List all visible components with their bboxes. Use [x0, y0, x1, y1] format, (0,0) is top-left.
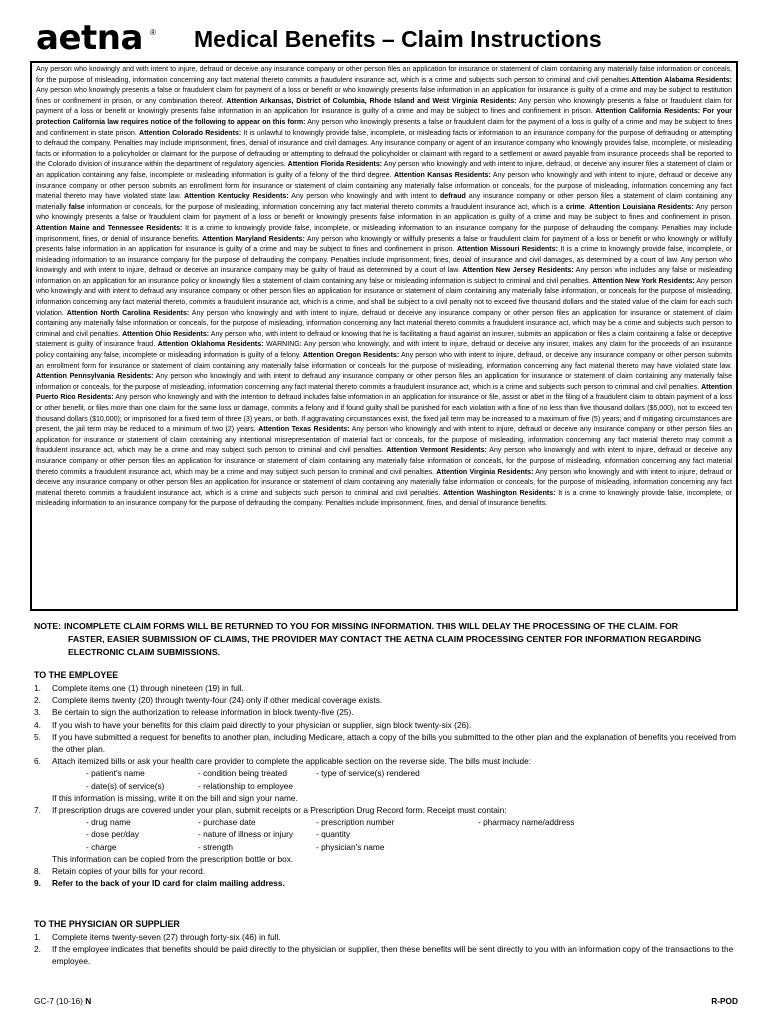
- warning-text: Any person who knowingly presents a false or fraudulent claim for payment of a loss or benefit or knowingly presents false information in an application for insurance is guilty of a crime and may be subject to fines and confinement in prison.: [36, 97, 732, 116]
- state-warning-label: Attention Washington Residents:: [443, 489, 556, 497]
- list-item: 9. Refer to the back of your ID card for claim mailing address.: [34, 878, 285, 889]
- warning-text: Any person who knowingly and with intent to injure, defraud or deceive any insurance company or other person files an application for insurance or statement of claim containing any materially false information or conceals, for the purpose of misleading, information concerning any fact material thereto commits a fraudulent insurance act, which is a crime and subjects such person to criminal and civil penalties.: [36, 66, 732, 84]
- warning-text: Any person who knowingly and with intent to injure, defraud, or deceive any insurer files a statement of claim or an application containing any false, incomplete or misleading information is guilty of a felony of the third degree.: [36, 161, 733, 179]
- state-warning-label: Attention Missouri Residents:: [457, 246, 558, 254]
- receipt-requirements: - drug name - purchase date - prescription number - pharmacy name/address - dose per/day - nature of illness or injury - quantity - charge - strength - physician's name: [86, 817, 575, 852]
- employee-heading: TO THE EMPLOYEE: [34, 670, 119, 680]
- warning-text: It is unlawful to knowingly provide false, incomplete, or misleading facts or information to an insurance company for the purpose of defrauding or attempting to defraud the company. Penalties may include imprisonment, fines, denial of insurance and civil damages. Any insurance company or agent of an insurance company who knowingly provides false, incomplete, or misleading facts or information to a policyholder or claimant for the purpose of defrauding or attempting to defraud the policyholder or claimant with regard to a settlement or award payable from insurance proceeds shall be reported to the Colorado division of insurance within the department of regulatory agencies.: [36, 129, 732, 169]
- page-title: Medical Benefits – Claim Instructions: [194, 26, 602, 52]
- state-warning-label: Attention Alabama Residents:: [631, 76, 732, 84]
- form-code: GC-7 (10-16) N: [34, 996, 92, 1006]
- list-item: 7. If prescription drugs are covered under your plan, submit receipts or a Prescription Drug Record form. Receipt must contain:: [34, 805, 507, 816]
- list-item: 4. If you wish to have your benefits for this claim paid directly to your physician or supplier, sign block twenty-six (26).: [34, 719, 472, 730]
- note-section: [34, 620, 740, 658]
- state-warning-label: Attention Pennsylvania Residents:: [36, 373, 154, 381]
- warning-text: Any person who knowingly and with intent to injure, defraud or deceive any insurance company or other person files an application for insurance or statement of claim containing any materially false information or conceals, for the purpose of misleading, information concerning any fact material thereto commits a fraudulent insurance act, which may be a crime and subjects such person to criminal and civil penalties.: [36, 309, 733, 338]
- state-warning-label: Attention Virginia Residents:: [436, 468, 534, 476]
- state-warning-label: Attention New Jersey Residents:: [462, 267, 574, 275]
- state-warning-label: Attention Kentucky Residents:: [184, 193, 289, 201]
- warning-text: .: [584, 203, 590, 211]
- warning-text: Any person who knowingly and with the intention to defraud includes false information in an application for insurance or file, assist or abet in the filing of a fraudulent claim to obtain payment of a loss or other benefit, or files more than one claim for the same loss or damage, commits a felony and if found guilty shall be punished for each violation with a fine of no less than five thousand dollars ($5,000), not to exceed ten thousand dollars ($10,000); or imprisoned for a fixed term of three (3) years, or both. If aggravating circumstances exist, the fixed jail term may be increased to a maximum of five (5) years; and if mitigating circumstances are present, the jail term may be reduced to a minimum of two (2) years.: [36, 394, 733, 434]
- warning-text: It is a crime to knowingly provide false, incomplete, or misleading information to an insurance company for the purpose of defrauding the company. Penalties include imprisonment, fines, denial of insurance and civil damages, as determined by a court of law. Any person who knowingly and with intent to injure, defraud or deceive an insurance company may be guilty of fraud as determined by a court of law.: [36, 246, 732, 275]
- warning-text: Any person who knowingly and with intent to injure, defraud or deceive any insurance company or other person files an application for insurance or statement of claim containing any materially false information or conceals, for the purpose of misleading, information concerning any fact material thereto commits a fraudulent insurance act, which is a crime and subjects such person to criminal and civil penalties.: [36, 468, 732, 497]
- state-warning-label: Attention Maine and Tennessee Residents:: [36, 224, 183, 232]
- state-warning-label: Attention Maryland Residents:: [202, 235, 305, 243]
- state-warning-label: Attention Texas Residents:: [258, 426, 350, 434]
- registered-mark: ®: [150, 28, 156, 37]
- page-header: [36, 18, 736, 58]
- note-line-2: FASTER, EASIER SUBMISSION OF CLAIMS, THE PROVIDER MAY CONTACT THE AETNA CLAIM PROCESSING CENTER FOR INFORMATION REGARDING ELECTRONIC CLAIM SUBMISSIONS.: [68, 633, 702, 657]
- warning-text: information or conceals, for the purpose of misleading, information concerning any fact material thereto commits a fraudulent insurance act, which is a: [84, 203, 566, 211]
- state-warning-label: Attention Vermont Residents:: [386, 447, 487, 455]
- warning-text: It is a crime to knowingly provide false, incomplete, or misleading information to an insurance company for the purpose of defrauding the company. Penalties may include imprisonment, fines, or denial of insurance benefits.: [36, 224, 732, 243]
- state-warning-label: Attention North Carolina Residents:: [66, 309, 190, 317]
- note-label: NOTE:: [34, 621, 62, 631]
- state-warning-label: Attention Ohio Residents:: [122, 330, 210, 338]
- bill-requirements: - patient's name - condition being treated - type of service(s) rendered - date(s) of service(s) - relationship to employee: [86, 768, 420, 791]
- state-warning-label: Attention California Residents: For your protection California law requires notice of the following to appear on this form:: [36, 108, 732, 126]
- list-item: 3. Be certain to sign the authorization to release information in block twenty-five (25).: [34, 707, 354, 718]
- warning-text: any insurance company or other person files a statement of claim containing any materially: [36, 193, 732, 211]
- warning-text: Any person who knowingly presents a false or fraudulent claim for payment of a loss or benefit or knowingly presents false information in an application is guilty of a crime and may be subject to fines and confinement in prison.: [36, 203, 732, 222]
- state-warning-label: Attention Arkansas, District of Columbia, Rhode Island and West Virginia Residents:: [226, 97, 517, 105]
- warning-text: Any person who with intent to injure, defraud, or deceive any insurance company or other person submits an enrollment form for insurance or statement of claim containing any materially false information or conceals for the purpose of misleading, information concerning any fact material thereto may have violated state law.: [36, 352, 733, 370]
- warning-text: Any person who knowingly and with intent to: [288, 193, 440, 201]
- state-warning-label: Attention Louisiana Residents:: [589, 203, 694, 211]
- warning-text: Any person who knowingly and with intent to injure, defraud or deceive any insurance company or other person files an application for insurance or statement of claim containing any materially false information or conceals, for the purpose of misleading, information concerning any fact material thereto commits a fraudulent insurance act, which may be a crime and may subject such person to criminal and civil penalties.: [36, 447, 732, 476]
- warning-text: Any person who knowingly and with intent to injure, defraud or deceive any insurance company or other person files an application for insurance or statement of claim containing any intentional misrepresentation of material fact or conceals, for the purpose of misleading, information concerning any fact material thereto may commit a fraudulent insurance act, which may be a crime and may subject such person to criminal and civil penalties.: [36, 426, 732, 455]
- list-item: 1. Complete items twenty-seven (27) through forty-six (46) in full.: [34, 932, 281, 942]
- list-item: 5. If you have submitted a request for benefits to another plan, including Medicare, attach a copy of the bills you submitted to the other plan and the explanation of benefits you received from the other plan.: [34, 731, 736, 755]
- warning-text: Any person who knowingly and with intent to defraud any insurance company or other person files an application for insurance or statement of claim containing any materially false information or conceals, for the purpose of misleading, information concerning any fact material thereto commits a fraudulent insurance act, which is a crime and subjects such person to criminal and civil penalties.: [36, 373, 732, 391]
- list-item: 2. If the employee indicates that benefits should be paid directly to the physician or supplier, then these benefits will be sent directly to you with an information copy of the transactions to the employee.: [34, 944, 734, 967]
- state-warning-label: Attention Colorado Residents:: [138, 129, 242, 137]
- warning-text: WARNING: Any person who knowingly, and with intent to injure, defraud or deceive any insurer, makes any claim for the proceeds of an insurance policy containing any false, incomplete or misleading information is guilty of a felony.: [36, 341, 733, 360]
- state-warning-label: false: [68, 203, 85, 211]
- warning-text: Any person who knowingly and with intent to injure, defraud or deceive any insurance company or other person submits an enrollment form for insurance or statement of claim containing any materially false information or conceals, for the purpose of misleading, information concerning any fact material thereto may have violated state law.: [36, 171, 733, 201]
- aetna-logo: aetna: [36, 18, 143, 58]
- state-warning-label: Attention Puerto Rico Residents:: [36, 383, 732, 402]
- fraud-warning-box: [30, 61, 738, 611]
- physician-list: [34, 931, 746, 968]
- list-item: 8. Retain copies of your bills for your record.: [34, 866, 206, 877]
- warning-text: Any person who knowingly presents a false or fraudulent claim for payment of a loss or benefit or who knowingly presents false information in an application for insurance is guilty of a crime and may be subject to restitution fines or confinement in prison, or any combination thereof.: [36, 87, 732, 105]
- list-item: 6. Attach itemized bills or ask your health care provider to complete the applicable section on the reverse side. The bills must include:: [34, 756, 532, 767]
- state-warning-label: Attention Oregon Residents:: [302, 352, 400, 360]
- state-warning-label: crime: [565, 203, 585, 211]
- warning-text: Any person who, with intent to defraud or knowing that he is facilitating a fraud against an insurer, submits an application or files a claim containing a false or deceptive statement is guilty of insurance fraud.: [36, 330, 732, 349]
- bill-missing-note: If this information is missing, write it on the bill and sign your name.: [52, 792, 298, 803]
- state-warning-label: Attention Florida Residents:: [287, 161, 383, 169]
- state-warning-label: Attention Oklahoma Residents:: [157, 341, 264, 349]
- form-version: R-POD: [711, 996, 738, 1006]
- physician-heading: TO THE PHYSICIAN OR SUPPLIER: [34, 919, 180, 929]
- warning-text: Any person who includes any false or misleading information on an application for an insurance policy or knowingly files a statement of claim containing any false or misleading information is subject to criminal and civil penalties.: [36, 267, 732, 285]
- note-line-1: INCOMPLETE CLAIM FORMS WILL BE RETURNED TO YOU FOR MISSING INFORMATION. THIS WILL DELAY THE PROCESSING OF THE CLAIM. FOR: [64, 621, 679, 631]
- warning-text: Any person who knowingly and with intent to defraud any insurance company or other person files an application for insurance or statement of claim containing any materially false information, or conceals for the purpose of misleading, information concerning any fact material thereto, commits a fraudulent insurance act, which is a crime, and shall be subject to a civil penalty not to exceed five thousand dollars and the stated value of the claim for each such violation.: [36, 277, 733, 317]
- warning-text: Any person who knowingly or willfully presents a false or fraudulent claim for payment of a loss or benefit or who knowingly or willfully presents false information in an application for insurance is guilty of a crime and may be subject to fines and confinement in prison.: [36, 235, 732, 254]
- list-item: 1. Complete items one (1) through nineteen (19) in full.: [34, 683, 244, 693]
- warning-text: It is a crime to knowingly provide false, incomplete, or misleading information to an insurance company for the purpose of defrauding the company. Penalties include imprisonment, fines, and denial of insurance benefits.: [36, 489, 732, 508]
- state-warning-label: Attention Kansas Residents:: [393, 171, 491, 179]
- warning-text: Any person who knowingly presents a false or fraudulent claim for the payment of a loss is guilty of a crime and may be subject to fines and confinement in state prison.: [36, 118, 732, 137]
- list-item: 2. Complete items twenty (20) through twenty-four (24) only if other medical coverage exists.: [34, 695, 383, 706]
- state-warning-label: Attention New York Residents:: [592, 277, 695, 285]
- state-warning-label: defraud: [439, 193, 466, 201]
- prescription-note: This information can be copied from the prescription bottle or box.: [52, 853, 294, 864]
- employee-list: [34, 682, 746, 889]
